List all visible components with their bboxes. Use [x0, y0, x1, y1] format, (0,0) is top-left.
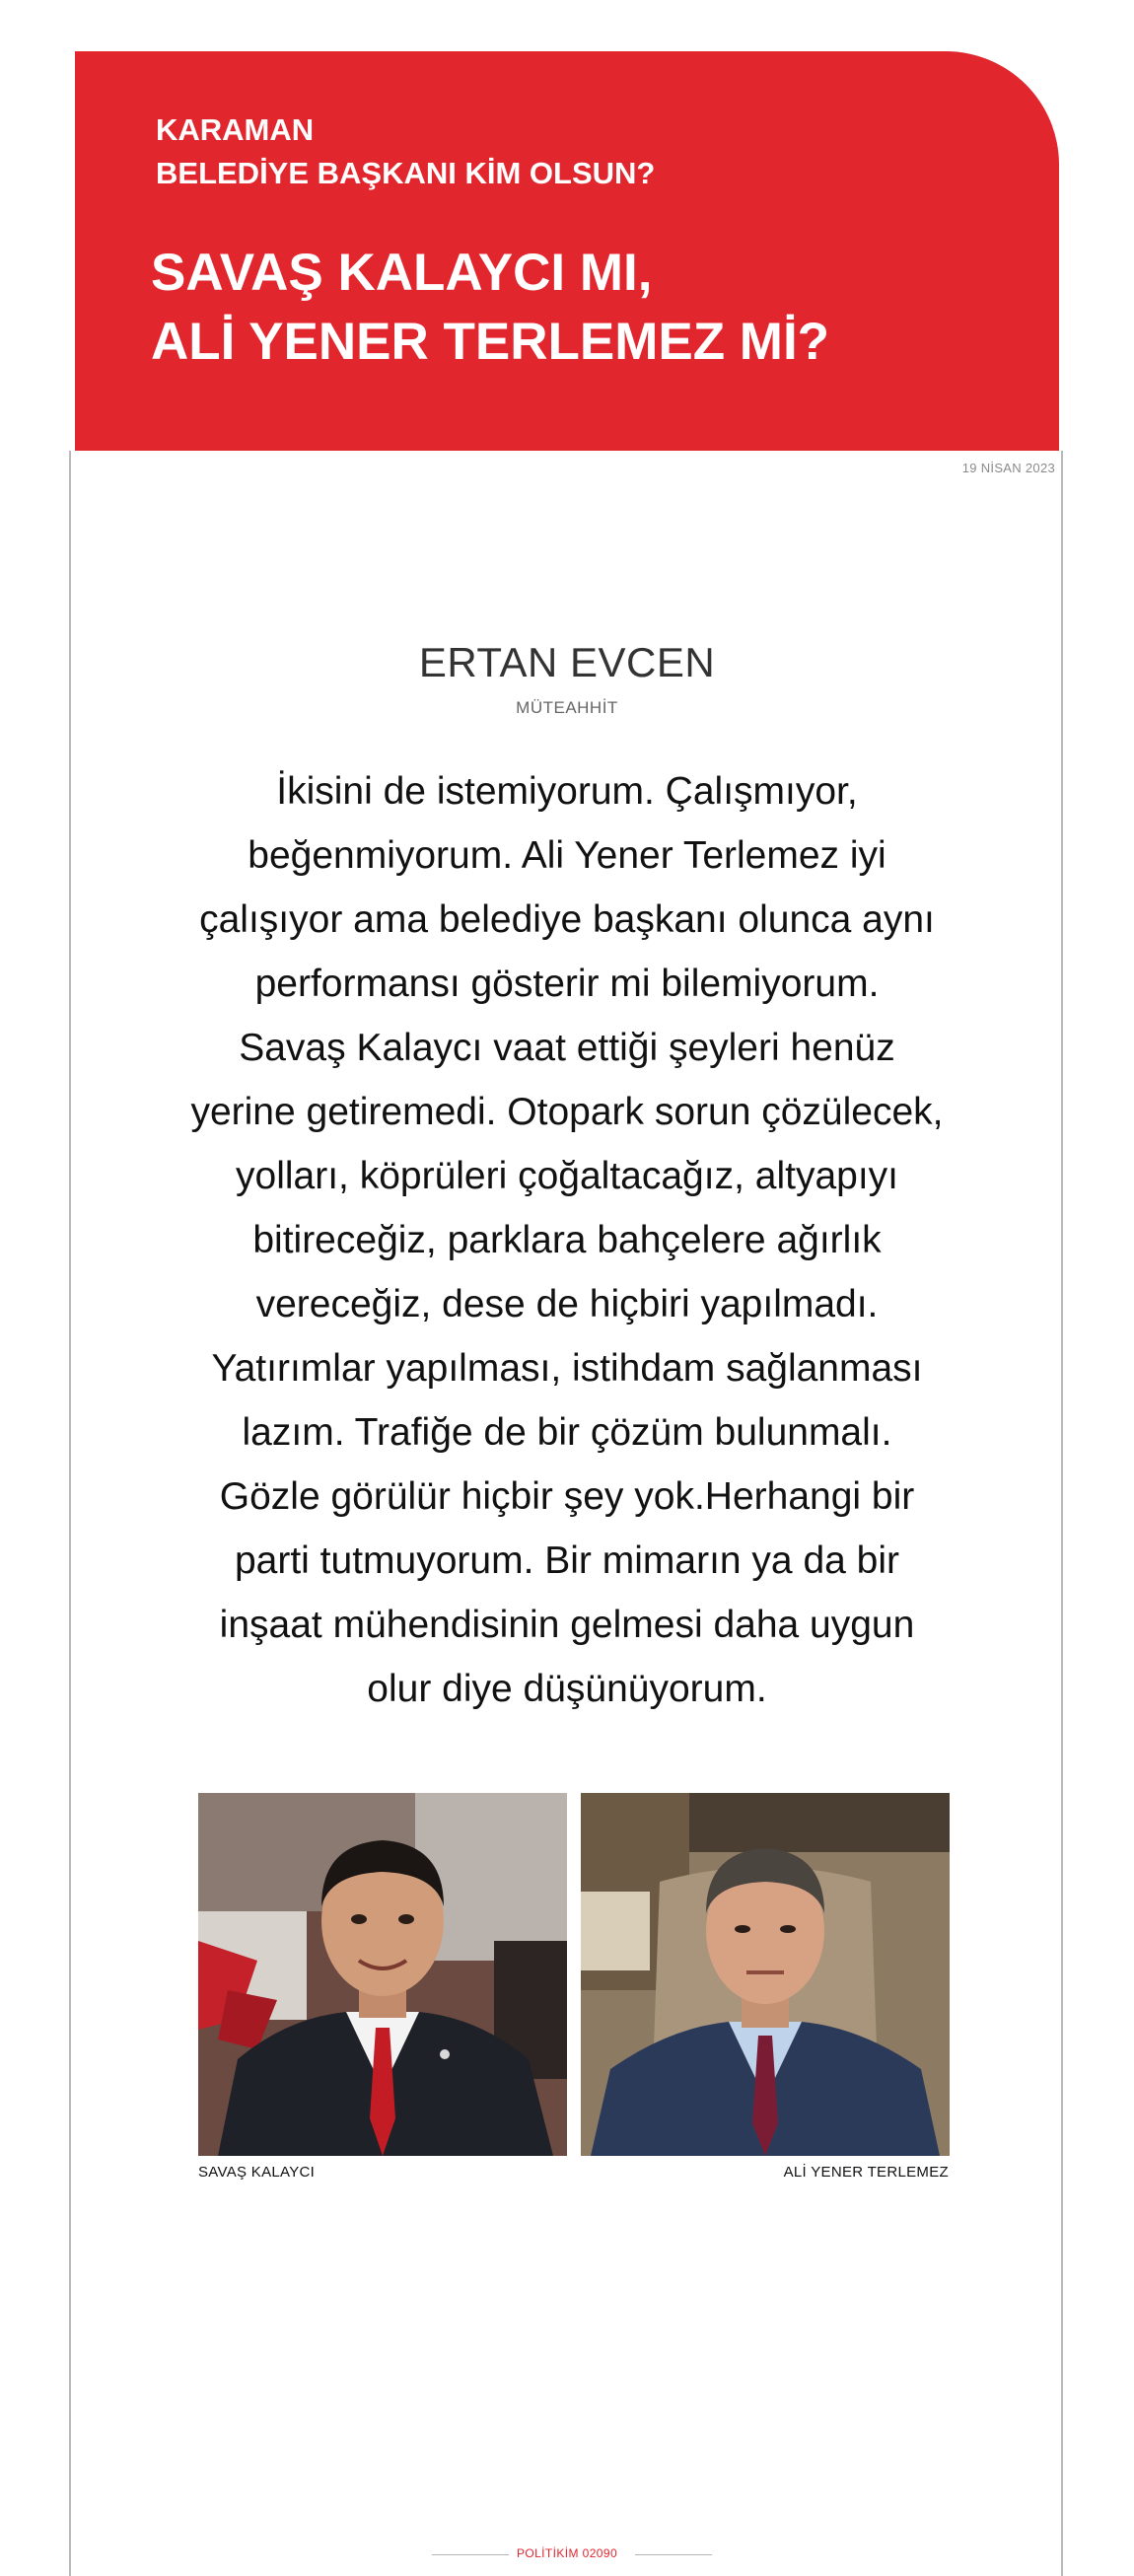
- quote-line: bitireceğiz, parklara bahçelere ağırlık: [252, 1219, 882, 1261]
- quote-line: olur diye düşünüyorum.: [367, 1668, 767, 1710]
- headline-line-1: SAVAŞ KALAYCI MI,: [151, 244, 653, 302]
- kicker-line-2: BELEDİYE BAŞKANI KİM OLSUN?: [156, 156, 656, 190]
- quote-line: Gözle görülür hiçbir şey yok.Herhangi bir: [219, 1475, 915, 1518]
- page-title: [151, 239, 829, 377]
- quote-line: performansı gösterir mi bilemiyorum.: [254, 963, 880, 1005]
- quote-line: yerine getiremedi. Otopark sorun çözülecek,: [190, 1091, 944, 1133]
- quote-line: vereceğiz, dese de hiçbiri yapılmadı.: [255, 1283, 879, 1325]
- frame-border-right: [1061, 451, 1063, 2576]
- headline-line-2: ALİ YENER TERLEMEZ Mİ?: [151, 313, 830, 371]
- quote-line: Savaş Kalaycı vaat ettiği şeyleri henüz: [239, 1027, 895, 1069]
- footer-divider-right: [635, 2554, 712, 2555]
- quote-line: lazım. Trafiğe de bir çözüm bulunmalı.: [242, 1411, 892, 1454]
- quote-line: İkisini de istemiyorum. Çalışmıyor,: [276, 770, 858, 813]
- kicker: [156, 108, 655, 195]
- photo-ali-yener-terlemez: [581, 1793, 950, 2156]
- photo-caption-right: ALİ YENER TERLEMEZ: [783, 2164, 949, 2181]
- quote-line: çalışıyor ama belediye başkanı olunca aynı: [199, 898, 935, 941]
- footer-label: POLİTİKİM 02090: [516, 2546, 618, 2560]
- quote-line: beğenmiyorum. Ali Yener Terlemez iyi: [248, 834, 886, 877]
- publish-date: 19 NİSAN 2023: [961, 461, 1055, 475]
- frame-border-left: [69, 451, 71, 2576]
- photo-caption-left: SAVAŞ KALAYCI: [198, 2164, 316, 2181]
- author-role: MÜTEAHHİT: [516, 698, 618, 717]
- quote-text: [187, 759, 947, 1721]
- quote-line: parti tutmuyorum. Bir mimarın ya da bir: [234, 1539, 900, 1582]
- author-name: ERTAN EVCEN: [418, 639, 716, 685]
- quote-line: inşaat mühendisinin gelmesi daha uygun: [219, 1604, 915, 1646]
- photo-savas-kalayci: [198, 1793, 567, 2156]
- quote-line: Yatırımlar yapılması, istihdam sağlanması: [211, 1347, 923, 1390]
- kicker-line-1: KARAMAN: [156, 112, 315, 147]
- quote-line: yolları, köprüleri çoğaltacağız, altyapıyı: [236, 1155, 898, 1197]
